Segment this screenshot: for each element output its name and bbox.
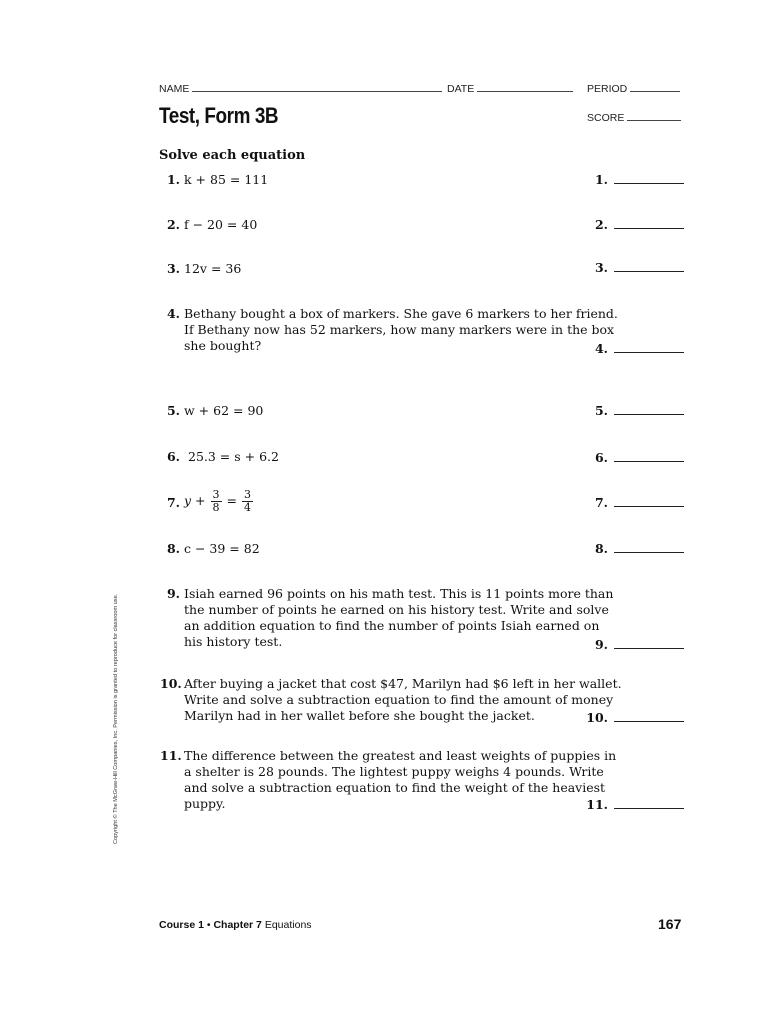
answer-line[interactable]	[614, 460, 684, 462]
section-heading: Solve each equation	[159, 148, 306, 163]
answer-line[interactable]	[614, 270, 684, 272]
footer-chapter: Chapter 7	[213, 919, 262, 931]
question-8	[166, 541, 260, 557]
question-2	[166, 217, 258, 233]
answer-blank-9[interactable]	[588, 637, 684, 652]
answer-blank-8[interactable]	[588, 541, 684, 556]
question-number: 1.	[166, 172, 180, 187]
question-text-line: After buying a jacket that cost $47, Marilyn had $6 left in her wallet.	[184, 676, 622, 691]
score-label: SCORE	[587, 112, 625, 124]
page-title: Test, Form 3B	[159, 103, 279, 128]
answer-line[interactable]	[614, 413, 684, 415]
question-number: 3.	[166, 261, 180, 276]
copyright-notice: Copyright © The McGraw-Hill Companies, Inc. Permission is granted to reproduce for classroom use.	[113, 593, 119, 844]
question-5	[166, 403, 264, 419]
question-number: 6.	[166, 449, 180, 464]
question-number: 4.	[166, 306, 180, 321]
answer-blank-11[interactable]	[584, 797, 684, 812]
date-line	[477, 81, 573, 92]
answer-blank-1[interactable]	[588, 172, 684, 187]
question-text-line: If Bethany now has 52 markers, how many markers were in the box	[184, 322, 615, 337]
date-label: DATE	[447, 83, 475, 95]
answer-line[interactable]	[614, 351, 684, 353]
name-label: NAME	[159, 83, 190, 95]
question-text: f − 20 = 40	[184, 217, 258, 232]
question-text-line: puppy.	[184, 796, 226, 811]
question-4	[166, 306, 618, 354]
date-field[interactable]	[447, 81, 573, 95]
question-text: c − 39 = 82	[184, 541, 260, 556]
answer-blank-6[interactable]	[588, 450, 684, 465]
period-label: PERIOD	[587, 83, 628, 95]
answer-number: 1.	[594, 172, 608, 187]
answer-blank-2[interactable]	[588, 217, 684, 232]
name-line	[192, 81, 442, 92]
question-number: 11.	[160, 748, 182, 763]
answer-number: 3.	[594, 260, 608, 275]
fraction-three-fourths: $\frac{3}{4}$	[243, 488, 251, 514]
answer-line[interactable]	[614, 551, 684, 553]
question-text: 25.3 = s + 6.2	[188, 449, 279, 464]
question-text-line: Marilyn had in her wallet before she bought the jacket.	[184, 708, 535, 723]
answer-line[interactable]	[614, 720, 684, 722]
answer-number: 5.	[594, 403, 608, 418]
name-field[interactable]	[159, 81, 442, 95]
answer-number: 9.	[594, 637, 608, 652]
answer-number: 4.	[594, 341, 608, 356]
question-7: 7. y + $\frac{3}{8}$ = $\frac{3}{4}$	[184, 489, 254, 514]
answer-number: 2.	[594, 217, 608, 232]
question-text-line: Write and solve a subtraction equation to find the amount of money	[184, 692, 614, 707]
period-line	[630, 81, 680, 92]
answer-number: 11.	[586, 797, 608, 812]
period-field[interactable]	[587, 81, 680, 95]
question-text-line: and solve a subtraction equation to find the weight of the heaviest	[184, 780, 606, 795]
footer-bullet: •	[206, 919, 211, 931]
question-11	[160, 748, 617, 812]
answer-blank-4[interactable]	[588, 341, 684, 356]
question-text: w + 62 = 90	[184, 403, 264, 418]
question-text-line: Isiah earned 96 points on his math test. This is 11 points more than	[184, 586, 614, 601]
answer-number: 8.	[594, 541, 608, 556]
question-text-line: an addition equation to find the number of points Isiah earned on	[184, 618, 600, 633]
question-9	[166, 586, 614, 650]
question-10	[160, 676, 622, 724]
question-3	[166, 261, 242, 277]
answer-blank-5[interactable]	[588, 403, 684, 418]
answer-line[interactable]	[614, 182, 684, 184]
footer-course: Course 1	[159, 919, 204, 931]
answer-line[interactable]	[614, 647, 684, 649]
question-1	[166, 172, 269, 188]
page-number: 167	[658, 916, 682, 932]
question-number: 7.	[166, 495, 180, 510]
answer-number: 6.	[594, 450, 608, 465]
question-var: y	[184, 493, 192, 508]
question-6	[166, 449, 279, 465]
question-number: 8.	[166, 541, 180, 556]
answer-blank-3[interactable]	[588, 260, 684, 275]
question-text-line: she bought?	[184, 338, 262, 353]
question-text-line: The difference between the greatest and least weights of puppies in	[184, 748, 617, 763]
question-text-line: Bethany bought a box of markers. She gave 6 markers to her friend.	[184, 306, 618, 321]
score-field[interactable]	[587, 110, 681, 124]
question-number: 5.	[166, 403, 180, 418]
answer-number: 7.	[594, 495, 608, 510]
fraction-three-eighths: $\frac{3}{8}$	[212, 488, 220, 514]
question-number: 2.	[166, 217, 180, 232]
answer-line[interactable]	[614, 505, 684, 507]
answer-blank-10[interactable]	[584, 710, 684, 725]
score-line	[627, 110, 681, 121]
footer-topic: Equations	[264, 919, 312, 931]
answer-line[interactable]	[614, 227, 684, 229]
question-text: 12v = 36	[184, 261, 242, 276]
footer-course-info	[159, 919, 312, 931]
question-text-line: a shelter is 28 pounds. The lightest puppy weighs 4 pounds. Write	[184, 764, 604, 779]
answer-number: 10.	[586, 710, 608, 725]
question-number: 10.	[160, 676, 182, 691]
question-text: k + 85 = 111	[184, 172, 269, 187]
question-text-line: his history test.	[184, 634, 283, 649]
question-number: 9.	[166, 586, 180, 601]
answer-line[interactable]	[614, 807, 684, 809]
answer-blank-7[interactable]	[588, 495, 684, 510]
question-text-line: the number of points he earned on his history test. Write and solve	[184, 602, 609, 617]
